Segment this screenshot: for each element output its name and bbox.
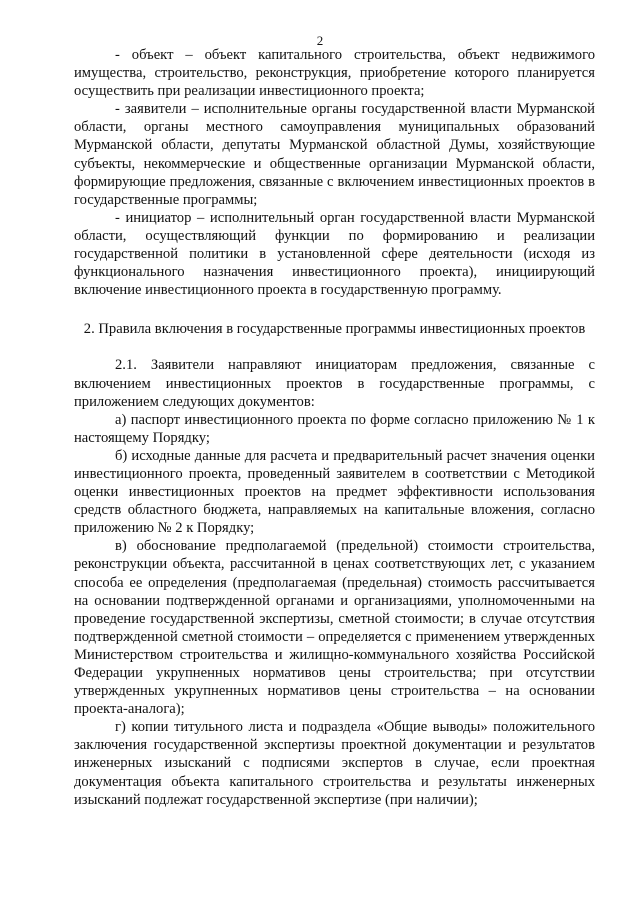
definition-initiator: - инициатор – исполнительный орган государственной власти Мурманской области, осуществляющий функции по формированию и реализации государственной политики в установленной сфере деятельности (исходя из функционального назначения инвестиционного проекта), инициирующий включение инвестиционного проекта в государственную программу. [74, 209, 595, 299]
paragraph-2-1: 2.1. Заявители направляют инициаторам предложения, связанные с включением инвестиционных проектов в государственные программы, с приложением следующих документов: [74, 357, 595, 410]
section-heading: 2. Правила включения в государственные программы инвестиционных проектов [83, 321, 586, 338]
definition-applicants: - заявители – исполнительные органы государственной власти Мурманской области, органы местного самоуправления муниципальных образований Мурманской области, депутаты Мурманской областной Думы, хозяйствующие субъекты, некоммерческие и общественные организации Мурманской области, формирующие предложения, связанные с включением инвестиционных проектов в государственные программы; [74, 101, 595, 208]
paragraph-item-b: б) исходные данные для расчета и предварительный расчет значения оценки инвестиционного проекта, проведенный заявителем в соответствии с Методикой оценки инвестиционных проектов на предмет эффективности использования средств областного бюджета, направляемых на капитальные вложения, согласно приложению № 2 к Порядку; [74, 447, 595, 537]
paragraph-item-v: в) обоснование предполагаемой (предельной) стоимости строительства, реконструкции объекта, рассчитанной в ценах соответствующих лет, с указанием способа ее определения (предполагаемая (предельная) стоимость рассчитывается на основании подтвержденной органами и организациями, уполномоченными на проведение государственной экспертизы, сметной стоимости; в случае отсутствия подтвержденной сметной стоимости – определяется с применением утвержденных Министерством строительства и жилищно-коммунального хозяйства Российской Федерации укрупненных нормативов цены строительства; при отсутствии утвержденных укрупненных нормативов цены строительства – на основании проекта-аналога); [74, 538, 595, 718]
paragraph-item-a: а) паспорт инвестиционного проекта по форме согласно приложению № 1 к настоящему Порядку; [74, 411, 595, 446]
paragraph-item-g: г) копии титульного листа и подраздела «Общие выводы» положительного заключения государственной экспертизы проектной документации и результатов инженерных изысканий с подписями экспертов в случае, если проектная документация объекта капитального строительства и результаты инженерных изысканий подлежат государственной экспертизе (при наличии); [74, 719, 595, 808]
definition-object: - объект – объект капитального строительства, объект недвижимого имущества, строительство, реконструкция, приобретение которого планируется осуществить при реализации инвестиционного проекта; [74, 47, 595, 100]
document-body [74, 46, 595, 809]
page-number: 2 [316, 33, 324, 48]
